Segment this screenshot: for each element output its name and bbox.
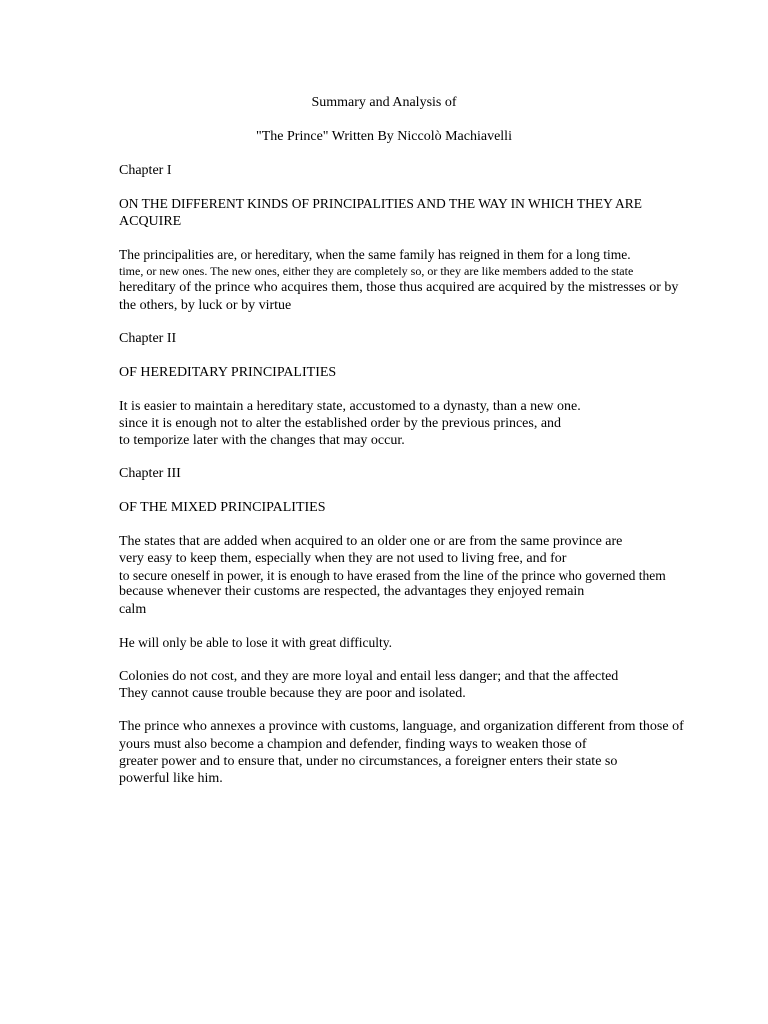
chapter-3-paragraph-line: The prince who annexes a province with customs, language, and organization different from those of	[119, 719, 684, 734]
chapter-1-subtitle-line: ACQUIRE	[119, 214, 182, 229]
chapter-1-paragraph-line: hereditary of the prince who acquires them, those thus acquired are acquired by the mistresses or by	[119, 280, 679, 295]
chapter-1-heading: Chapter I	[119, 163, 172, 178]
chapter-3-paragraph-line: greater power and to ensure that, under no circumstances, a foreigner enters their state so	[119, 754, 618, 769]
chapter-3-paragraph-line: yours must also become a champion and defender, finding ways to weaken those of	[119, 737, 587, 752]
doc-subtitle: "The Prince" Written By Niccolò Machiavelli	[256, 129, 512, 144]
chapter-1-paragraph-line: time, or new ones. The new ones, either they are completely so, or they are like members added to the state	[119, 264, 634, 278]
chapter-1-paragraph-line: The principalities are, or hereditary, when the same family has reigned in them for a long time.	[119, 247, 631, 262]
chapter-3-paragraph-line: to secure oneself in power, it is enough to have erased from the line of the prince who governed them	[119, 568, 666, 583]
chapter-3-paragraph-line: very easy to keep them, especially when they are not used to living free, and for	[119, 551, 567, 566]
chapter-1-paragraph-line: the others, by luck or by virtue	[119, 298, 292, 313]
chapter-3-paragraph-line: because whenever their customs are respected, the advantages they enjoyed remain	[119, 584, 585, 599]
doc-title: Summary and Analysis of	[311, 95, 457, 110]
chapter-3-paragraph-line: They cannot cause trouble because they are poor and isolated.	[119, 686, 466, 701]
chapter-3-paragraph-line: calm	[119, 602, 147, 617]
chapter-3-paragraph-line: Colonies do not cost, and they are more loyal and entail less danger; and that the affected	[119, 669, 619, 684]
chapter-3-subtitle: OF THE MIXED PRINCIPALITIES	[119, 500, 326, 515]
chapter-2-paragraph-line: It is easier to maintain a hereditary state, accustomed to a dynasty, than a new one.	[119, 399, 581, 414]
chapter-3-heading: Chapter III	[119, 466, 181, 481]
chapter-2-heading: Chapter II	[119, 331, 177, 346]
chapter-3-paragraph-line: He will only be able to lose it with great difficulty.	[119, 635, 392, 650]
chapter-2-paragraph-line: since it is enough not to alter the established order by the previous princes, and	[119, 416, 562, 431]
chapter-3-paragraph-line: powerful like him.	[119, 771, 223, 786]
chapter-1-subtitle-line: ON THE DIFFERENT KINDS OF PRINCIPALITIES AND THE WAY IN WHICH THEY ARE	[119, 196, 643, 211]
chapter-2-subtitle: OF HEREDITARY PRINCIPALITIES	[119, 365, 337, 380]
chapter-3-paragraph-line: The states that are added when acquired to an older one or are from the same province are	[119, 534, 623, 549]
chapter-2-paragraph-line: to temporize later with the changes that may occur.	[119, 433, 405, 448]
